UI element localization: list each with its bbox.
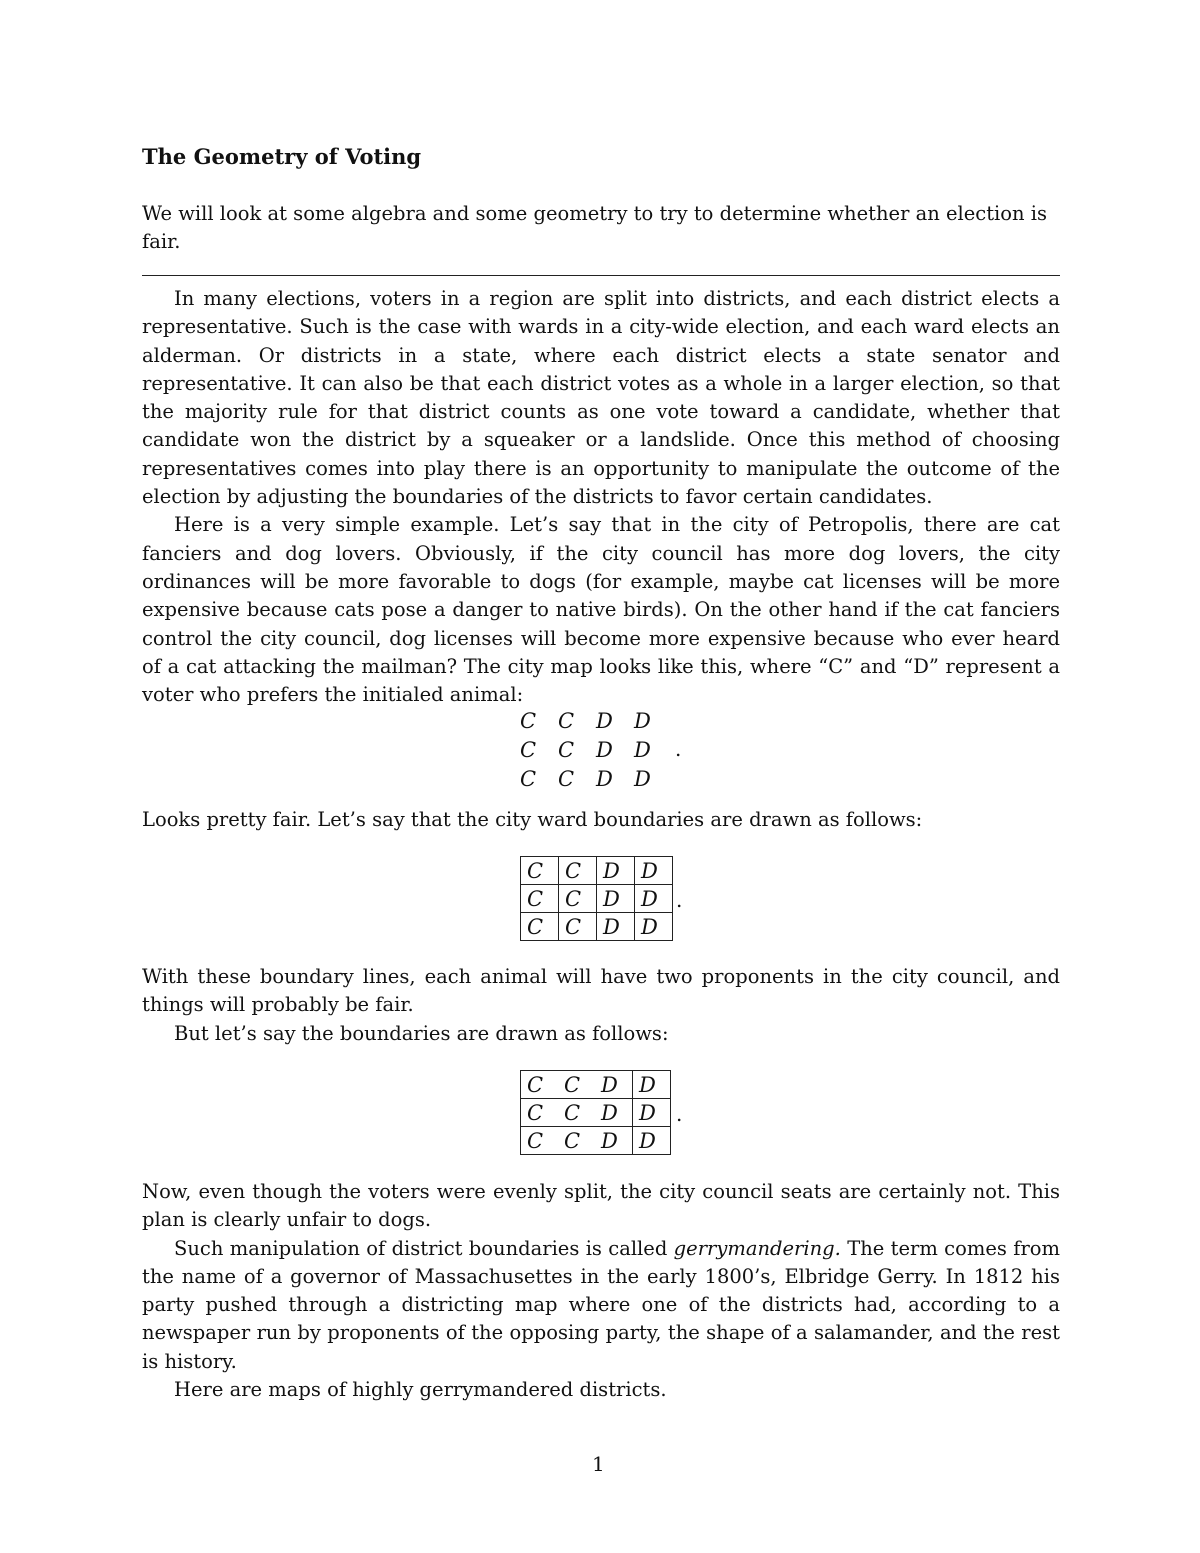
table-cell: D [633, 1127, 671, 1155]
paragraph-gerrymandering [142, 1235, 1060, 1376]
grid-cell: D [634, 766, 651, 791]
table-row [521, 1071, 671, 1099]
grid-cell: C [520, 766, 537, 791]
table-row [521, 1127, 671, 1155]
table-cell: D [633, 1099, 671, 1127]
paragraph-but-boundaries: But let’s say the boundaries are drawn as follows: [174, 1021, 669, 1045]
grid-cell: D [634, 708, 651, 733]
page-title: The Geometry of Voting [142, 144, 422, 169]
table-cell: D [635, 913, 673, 941]
table-cell: C [559, 913, 597, 941]
paragraph-maps: Here are maps of highly gerrymandered districts. [174, 1378, 667, 1402]
table-cell: C [521, 913, 559, 941]
table-cell: D [597, 885, 635, 913]
voter-grid-row [520, 764, 672, 793]
grid-cell: C [558, 737, 575, 762]
table-period: . [676, 1102, 683, 1126]
grid-cell: C [520, 708, 537, 733]
table-row [521, 857, 673, 885]
table-cell: D [635, 885, 673, 913]
grid-cell: D [596, 708, 613, 733]
gerrymandering-text-b: The term comes from the name of a governor of Massachusettes in the early 1800’s, Elbridge Gerry. In 1812 his party pushed through a districting map where one of the districts had, according to a newspaper run by proponents of the opposing party, the shape of a salamander, and the rest is history. [142, 1236, 1060, 1373]
table-cell: D [635, 857, 673, 885]
grid-cell: D [596, 766, 613, 791]
table-period: . [676, 888, 683, 912]
intro-text: We will look at some algebra and some geometry to try to determine whether an election is fair. [142, 202, 1048, 253]
body-fair-text [142, 806, 1060, 834]
table-cell: C [558, 1099, 595, 1127]
body-section-2 [142, 963, 1060, 1048]
horizontal-rule [142, 275, 1060, 276]
grid-cell: C [520, 737, 537, 762]
table-cell: D [601, 1072, 618, 1097]
table-row [521, 1099, 671, 1127]
page-number: 1 [592, 1452, 605, 1476]
unfair-boundary-table [520, 1070, 671, 1155]
paragraph-evenly-split: Now, even though the voters were evenly split, the city council seats are certainly not. This plan is clearly unfair to dogs. [142, 1180, 1060, 1232]
table-cell: C [521, 857, 559, 885]
table-row [521, 885, 673, 913]
table-cell: C [527, 1072, 544, 1097]
table-cell: D [597, 913, 635, 941]
table-cell: C [521, 885, 559, 913]
table-cell: D [597, 857, 635, 885]
fair-boundary-table [520, 856, 673, 941]
table-cell: D [595, 1099, 633, 1127]
voter-grid-row [520, 735, 672, 764]
table-row [521, 913, 673, 941]
table-cell: C [521, 1127, 559, 1155]
grid-cell: D [596, 737, 613, 762]
paragraph-looks-fair: Looks pretty fair. Let’s say that the city ward boundaries are drawn as follows: [142, 808, 923, 831]
gerrymandering-term: gerrymandering. [673, 1236, 841, 1260]
body-section-3 [142, 1178, 1060, 1404]
voter-grid [520, 706, 672, 793]
table-cell: D [595, 1127, 633, 1155]
table-cell: D [633, 1071, 671, 1099]
paragraph-two-proponents: With these boundary lines, each animal will have two proponents in the city council, and things will probably be fair. [142, 965, 1060, 1017]
table-cell: C [558, 1127, 595, 1155]
table-cell: C [559, 857, 597, 885]
grid-cell: D [634, 737, 651, 762]
voter-grid-row [520, 706, 672, 735]
gerrymandering-text-a: Such manipulation of district boundaries is called [174, 1236, 674, 1260]
table-cell: C [564, 1072, 581, 1097]
table-cell: C [559, 885, 597, 913]
grid-period: . [675, 737, 682, 761]
table-cell: C [521, 1099, 559, 1127]
grid-cell: C [558, 708, 575, 733]
paragraph-districts: In many elections, voters in a region are split into districts, and each district elects a representative. Such is the case with wards in a city-wide election, and each ward elects an alderman. Or districts in a state, where each district elects a state senator and representative. It can also be that each district votes as a whole in a larger election, so that the majority rule for that district counts as one vote toward a candidate, whether that candidate won the district by a squeaker or a landslide. Once this method of choosing representatives comes into play there is an opportunity to manipulate the outcome of the election by adjusting the boundaries of the districts to favor certain candidates. [142, 287, 1060, 509]
body-section-1 [142, 285, 1060, 709]
grid-cell: C [558, 766, 575, 791]
paragraph-petropolis: Here is a very simple example. Let’s say that in the city of Petropolis, there are cat fanciers and dog lovers. Obviously, if the city council has more dog lovers, the city ordinances will be more favorable to dogs (for example, maybe cat licenses will be more expensive because cats pose a danger to native birds). On the other hand if the cat fanciers control the city council, dog licenses will become more expensive because who ever heard of a cat attacking the mailman? The city map looks like this, where “C” and “D” represent a voter who prefers the initialed animal: [142, 513, 1060, 707]
